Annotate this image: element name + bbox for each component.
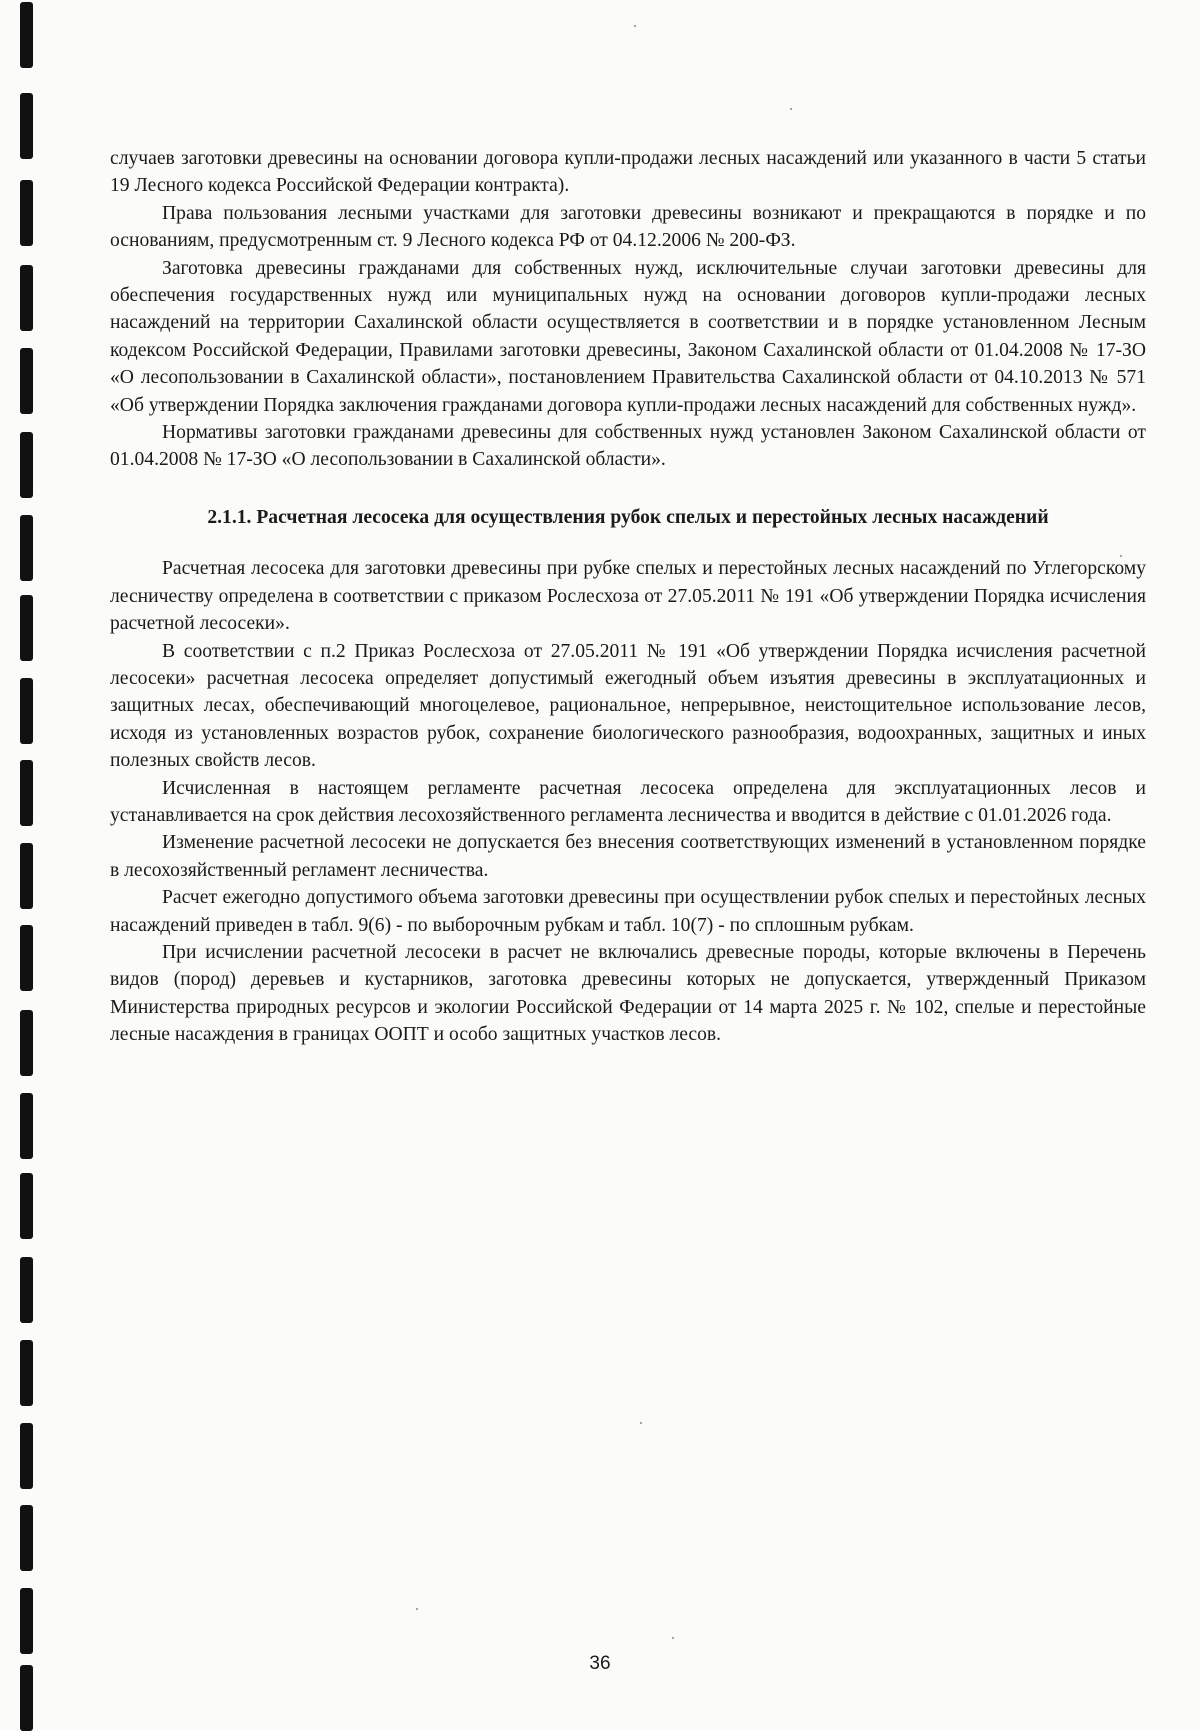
scan-speck (672, 1637, 674, 1639)
scan-speck (634, 25, 636, 27)
paragraph: случаев заготовки древесины на основании договора купли-продажи лесных насаждений или указанного в части 5 статьи 19 Лесного кодекса Российской Федерации контракта). (110, 148, 1146, 197)
binding-hole (20, 678, 33, 744)
paragraph: Нормативы заготовки гражданами древесины для собственных нужд установлен Законом Сахалинской области от 01.04.2008 № 17-ЗО «О лесопользовании в Сахалинской области». (110, 422, 1146, 471)
binding-hole (20, 515, 33, 581)
binding-hole (20, 1588, 33, 1654)
binding-hole (20, 180, 33, 246)
binding-hole (20, 1505, 33, 1571)
paragraph: Права пользования лесными участками для заготовки древесины возникают и прекращаются в порядке и по основаниям, предусмотренным ст. 9 Лесного кодекса РФ от 04.12.2006 № 200-ФЗ. (110, 202, 1146, 252)
scan-speck (640, 1422, 642, 1424)
binding-hole (20, 760, 33, 826)
paragraph: Исчисленная в настоящем регламенте расчетная лесосека определена для эксплуатационных лесов и устанавливается на срок действия лесохозяйственного регламента лесничества и вводится в действие с 01.01.2026 года. (110, 777, 1146, 826)
binding-hole (20, 843, 33, 909)
paragraph: Заготовка древесины гражданами для собственных нужд, исключительные случаи заготовки древесины для обеспечения государственных нужд или муниципальных нужд на основании договоров купли-продажи лесных насаждений на территории Сахалинской области осуществляется в соответствии и в порядке установленном Лесным кодексом Российской Федерации, Правилами заготовки древесины, Законом Сахалинской области от 01.04.2008 № 17-ЗО «О лесопользовании в Сахалинской области», постановлением Правительства Сахалинской области от 04.10.2013 № 571 «Об утверждении Порядка заключения гражданами договора купли-продажи лесных насаждений для собственных нужд». (110, 257, 1146, 416)
scan-speck (416, 1608, 418, 1610)
paragraph: При исчислении расчетной лесосеки в расчет не включались древесные породы, которые включены в Перечень видов (пород) деревьев и кустарников, заготовка древесины которых не допускается, утвержденный Приказом Министерства природных ресурсов и экологии Российской Федерации от 14 марта 2025 г. № 102, спелые и перестойные лесные насаждения в границах ООПТ и особо защитных участков лесов. (110, 941, 1146, 1046)
page-number: 36 (589, 1653, 611, 1674)
binding-hole (20, 1010, 33, 1076)
paragraph: Расчетная лесосека для заготовки древесины при рубке спелых и перестойных лесных насаждений по Углегорскому лесничеству определена в соответствии с приказом Рослесхоза от 27.05.2011 № 191 «Об утверждении Порядка исчисления расчетной лесосеки». (110, 558, 1146, 635)
paragraph: Расчет ежегодно допустимого объема заготовки древесины при осуществлении рубок спелых и перестойных лесных насаждений приведен в табл. 9(6) - по выборочным рубкам и табл. 10(7) - по сплошным рубкам. (110, 887, 1146, 936)
binding-hole (20, 2, 33, 68)
binding-hole (20, 93, 33, 159)
binding-hole (20, 595, 33, 661)
binding-hole (20, 1093, 33, 1159)
section-heading: 2.1.1. Расчетная лесосека для осуществления рубок спелых и перестойных лесных насаждений (207, 506, 1049, 528)
binding-hole (20, 1423, 33, 1489)
binding-hole (20, 925, 33, 991)
binding-hole (20, 265, 33, 331)
paragraph: В соответствии с п.2 Приказ Рослесхоза от 27.05.2011 № 191 «Об утверждении Порядка исчисления расчетной лесосеки» расчетная лесосека определяет допустимый ежегодный объем изъятия древесины в эксплуатационных и защитных лесах, обеспечивающий многоцелевое, рациональное, непрерывное, неистощительное использование лесов, исходя из установленных возрастов рубок, сохранение биологического разнообразия, водоохранных, защитных и иных полезных свойств лесов. (110, 640, 1146, 772)
binding-hole (20, 348, 33, 414)
paragraph: Изменение расчетной лесосеки не допускается без внесения соответствующих изменений в установленном порядке в лесохозяйственный регламент лесничества. (110, 832, 1146, 881)
scan-speck (790, 108, 792, 110)
binding-hole (20, 1173, 33, 1239)
binding-hole (20, 432, 33, 498)
binding-hole (20, 1257, 33, 1323)
binding-hole (20, 1340, 33, 1406)
document-body (110, 145, 1146, 1049)
binding-holes (18, 0, 40, 1709)
